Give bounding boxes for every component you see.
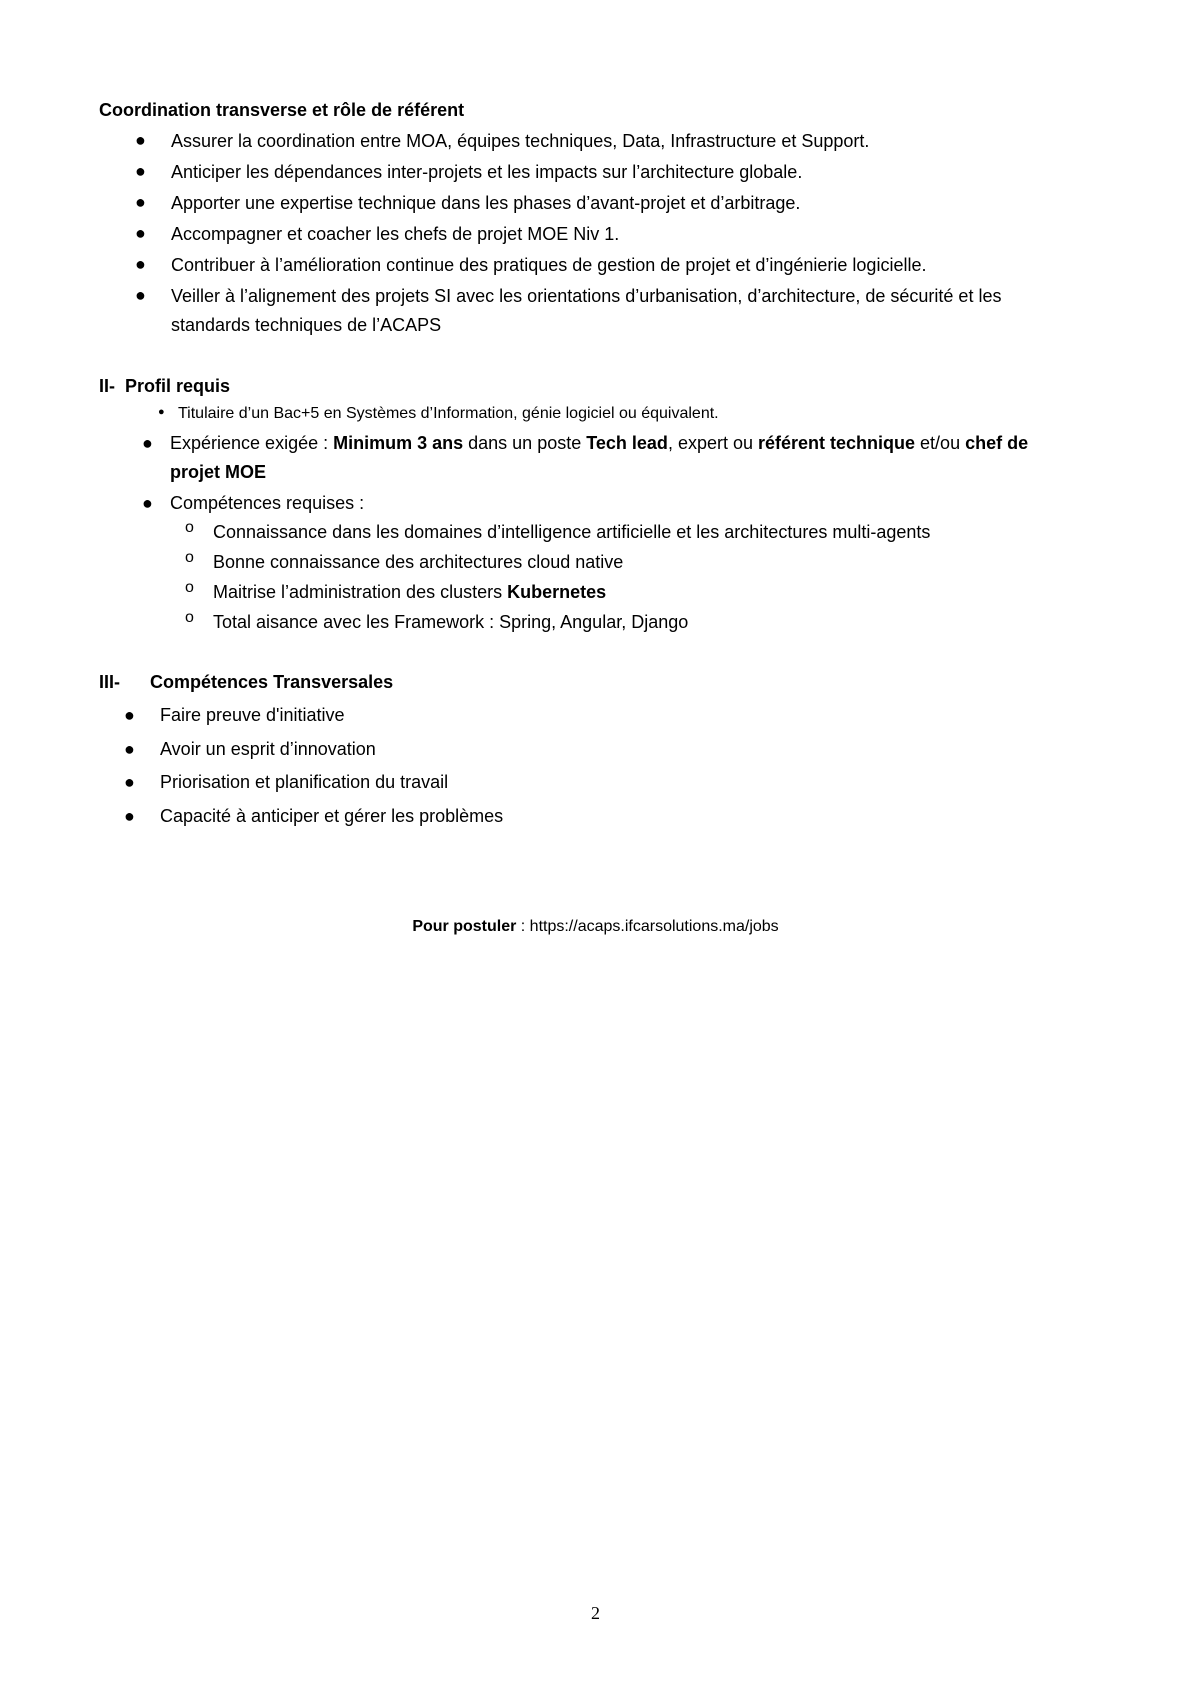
bullet-icon: ● — [124, 705, 135, 725]
list-item: Anticiper les dépendances inter-projets et les impacts sur l’architecture globale. — [171, 162, 803, 182]
bullet-icon: ● — [135, 285, 146, 305]
list-item: Capacité à anticiper et gérer les problèmes — [160, 806, 504, 826]
bullet-icon: ● — [135, 254, 146, 274]
sub-list-item: Connaissance dans les domaines d’intelligence artificielle et les architectures multi-agents — [213, 522, 931, 542]
apply-line: Pour postuler : https://acaps.ifcarsolutions.ma/jobs — [412, 918, 779, 935]
sub-list-item: Total aisance avec les Framework : Spring, Angular, Django — [213, 612, 689, 632]
list-item: Veiller à l’alignement des projets SI avec les orientations d’urbanisation, d’architecture, de sécurité et les — [171, 286, 1002, 306]
sub-list-item-kubernetes: Maitrise l’administration des clusters Kubernetes — [213, 582, 607, 602]
list-item: Accompagner et coacher les chefs de projet MOE Niv 1. — [171, 224, 620, 244]
list-item-experience: Expérience exigée : Minimum 3 ans dans un poste Tech lead, expert ou référent technique et/ou chef de — [170, 433, 1029, 453]
bullet-icon: ● — [142, 433, 153, 453]
list-item-skills-label: Compétences requises : — [170, 493, 365, 513]
bullet-icon: ● — [124, 772, 135, 792]
bullet-icon: ● — [158, 406, 165, 418]
list-item: Apporter une expertise technique dans les phases d’avant-projet et d’arbitrage. — [171, 193, 801, 213]
section-number: II- — [99, 376, 115, 396]
list-item-experience-continuation: projet MOE — [170, 462, 267, 482]
section-number: III- — [99, 672, 120, 692]
apply-label: Pour postuler — [412, 918, 517, 935]
bullet-icon: ● — [124, 806, 135, 826]
list-item: Avoir un esprit d’innovation — [160, 739, 376, 759]
bullet-icon: ● — [135, 161, 146, 181]
section-heading-competences — [99, 670, 393, 694]
page-number: 2 — [591, 1603, 600, 1623]
bullet-icon: ● — [124, 739, 135, 759]
list-item: Faire preuve d'initiative — [160, 705, 345, 725]
list-item: Priorisation et planification du travail — [160, 772, 449, 792]
circle-bullet-icon: o — [185, 579, 194, 596]
section-heading-coordination: Coordination transverse et rôle de référent — [99, 100, 465, 120]
apply-link[interactable]: https://acaps.ifcarsolutions.ma/jobs — [529, 918, 779, 935]
list-item: Assurer la coordination entre MOA, équipes techniques, Data, Infrastructure et Support. — [171, 131, 870, 151]
section-title: Profil requis — [125, 376, 231, 396]
bullet-icon: ● — [142, 493, 153, 513]
bullet-icon: ● — [135, 130, 146, 150]
sub-list-item: Bonne connaissance des architectures cloud native — [213, 552, 624, 572]
list-item-continuation: standards techniques de l’ACAPS — [171, 315, 442, 335]
section-heading-profil — [99, 374, 230, 398]
bullet-icon: ● — [135, 192, 146, 212]
list-item-diploma: Titulaire d’un Bac+5 en Systèmes d’Information, génie logiciel ou équivalent. — [178, 405, 719, 422]
bullet-icon: ● — [135, 223, 146, 243]
circle-bullet-icon: o — [185, 549, 194, 566]
circle-bullet-icon: o — [185, 609, 194, 626]
list-item: Contribuer à l’amélioration continue des pratiques de gestion de projet et d’ingénierie logicielle. — [171, 255, 927, 275]
circle-bullet-icon: o — [185, 519, 194, 536]
section-title: Compétences Transversales — [150, 672, 394, 692]
